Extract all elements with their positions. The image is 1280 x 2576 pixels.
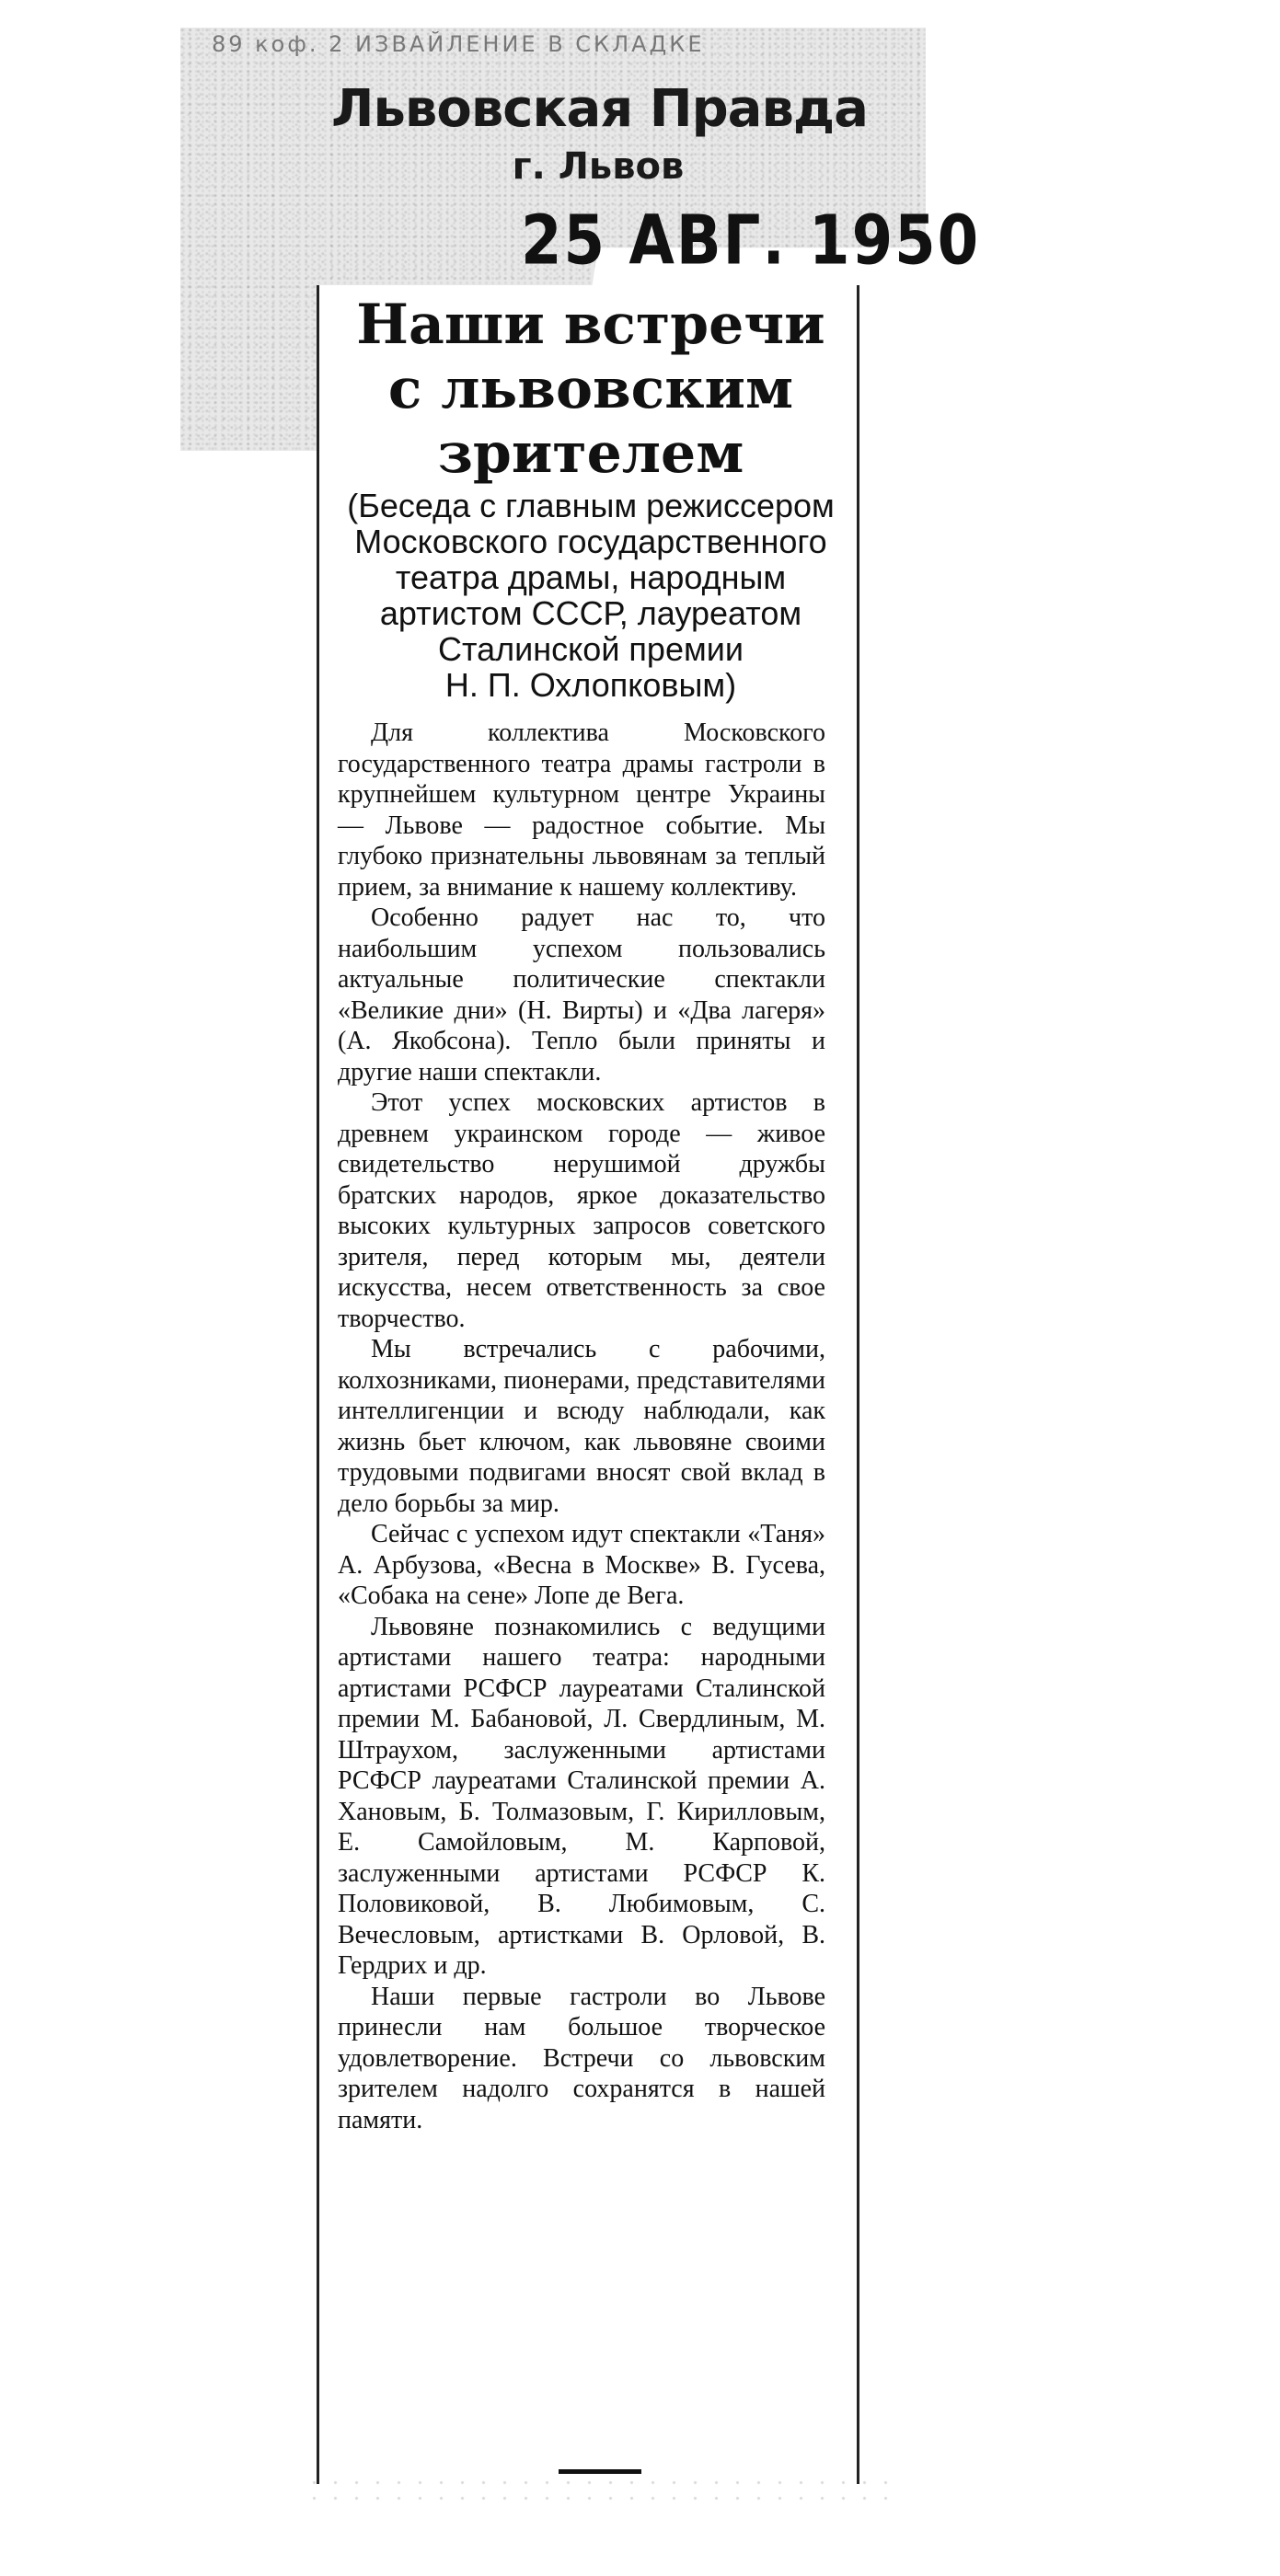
subhead-line: Сталинской премии xyxy=(438,630,744,668)
stamp-top-line: 89 коф. 2 ИЗВАЙЛЕНИЕ В СКЛАДКЕ xyxy=(212,31,705,57)
article-paragraph: Особенно радует нас то, что наибольшим успехом пользовались актуальные политические спектакли «Великие дни» (Н. Вирты) и «Два лагеря» (А. Якобсона). Тепло были приняты и другие наши спектакли. xyxy=(338,903,825,1087)
newspaper-clipping xyxy=(317,285,859,2484)
subhead-line: (Беседа с главным режиссером xyxy=(347,487,835,524)
subhead-line: артистом СССР, лауреатом xyxy=(379,594,802,632)
newspaper-city: г. Львов xyxy=(512,145,685,188)
publication-date: 25 АВГ. 1950 xyxy=(521,202,981,282)
subhead-line: Московского государственного xyxy=(354,523,827,560)
article-paragraph: Мы встречались с рабочими, колхозниками, пионерами, представителями интеллигенции и всюду наблюдали, как жизнь бьет ключом, как львовяне своими трудовыми подвигами вносят свой вклад в дело борьбы за мир. xyxy=(338,1335,825,1518)
article-headline xyxy=(319,293,862,486)
scan-noise xyxy=(304,2475,893,2512)
article-paragraph: Наши первые гастроли во Львове принесли нам большое творческое удовлетворение. Встречи со львовским зрителем надолго сохранятся в нашей памяти. xyxy=(338,1982,825,2134)
headline-line: с львовским xyxy=(387,357,794,421)
closing-rule xyxy=(559,2469,641,2474)
subhead-line: Н. П. Охлопковым) xyxy=(444,666,737,704)
headline-line: зрителем xyxy=(437,421,744,486)
article-paragraph: Львовяне познакомились с ведущими артистами нашего театра: народными артистами РСФСР лауреатами Сталинской премии М. Бабановой, Л. Свердлиным, М. Штраухом, заслуженными артистами РСФСР лауреатами Сталинской премии А. Хановым, Б. Толмазовым, Г. Кирилловым, Е. Самойловым, М. Карповой, заслуженными артистами РСФСР К. Половиковой, В. Любимовым, С. Вечесловым, артистками В. Орловой, В. Гердрих и др. xyxy=(338,1612,825,1980)
newspaper-name: Львовская Правда xyxy=(331,79,868,139)
subhead-line: театра драмы, народным xyxy=(395,558,787,596)
article-subhead xyxy=(329,488,853,703)
article-paragraph: Сейчас с успехом идут спектакли «Таня» А. Арбузова, «Весна в Москве» В. Гусева, «Собака на сене» Лопе де Вега. xyxy=(338,1520,825,1610)
article-paragraph: Для коллектива Московского государственного театра драмы гастроли в крупнейшем культурном центре Украины — Львове — радостное событие. Мы глубоко признательны львовянам за теплый прием, за внимание к нашему коллективу. xyxy=(338,719,825,902)
article-paragraph: Этот успех московских артистов в древнем украинском городе — живое свидетельство нерушимой дружбы братских народов, яркое доказательство высоких культурных запросов советского зрителя, перед которым мы, деятели искусства, несем ответственность за свое творчество. xyxy=(338,1088,825,1333)
headline-line: Наши встречи xyxy=(356,293,825,357)
article-body xyxy=(338,718,825,2135)
